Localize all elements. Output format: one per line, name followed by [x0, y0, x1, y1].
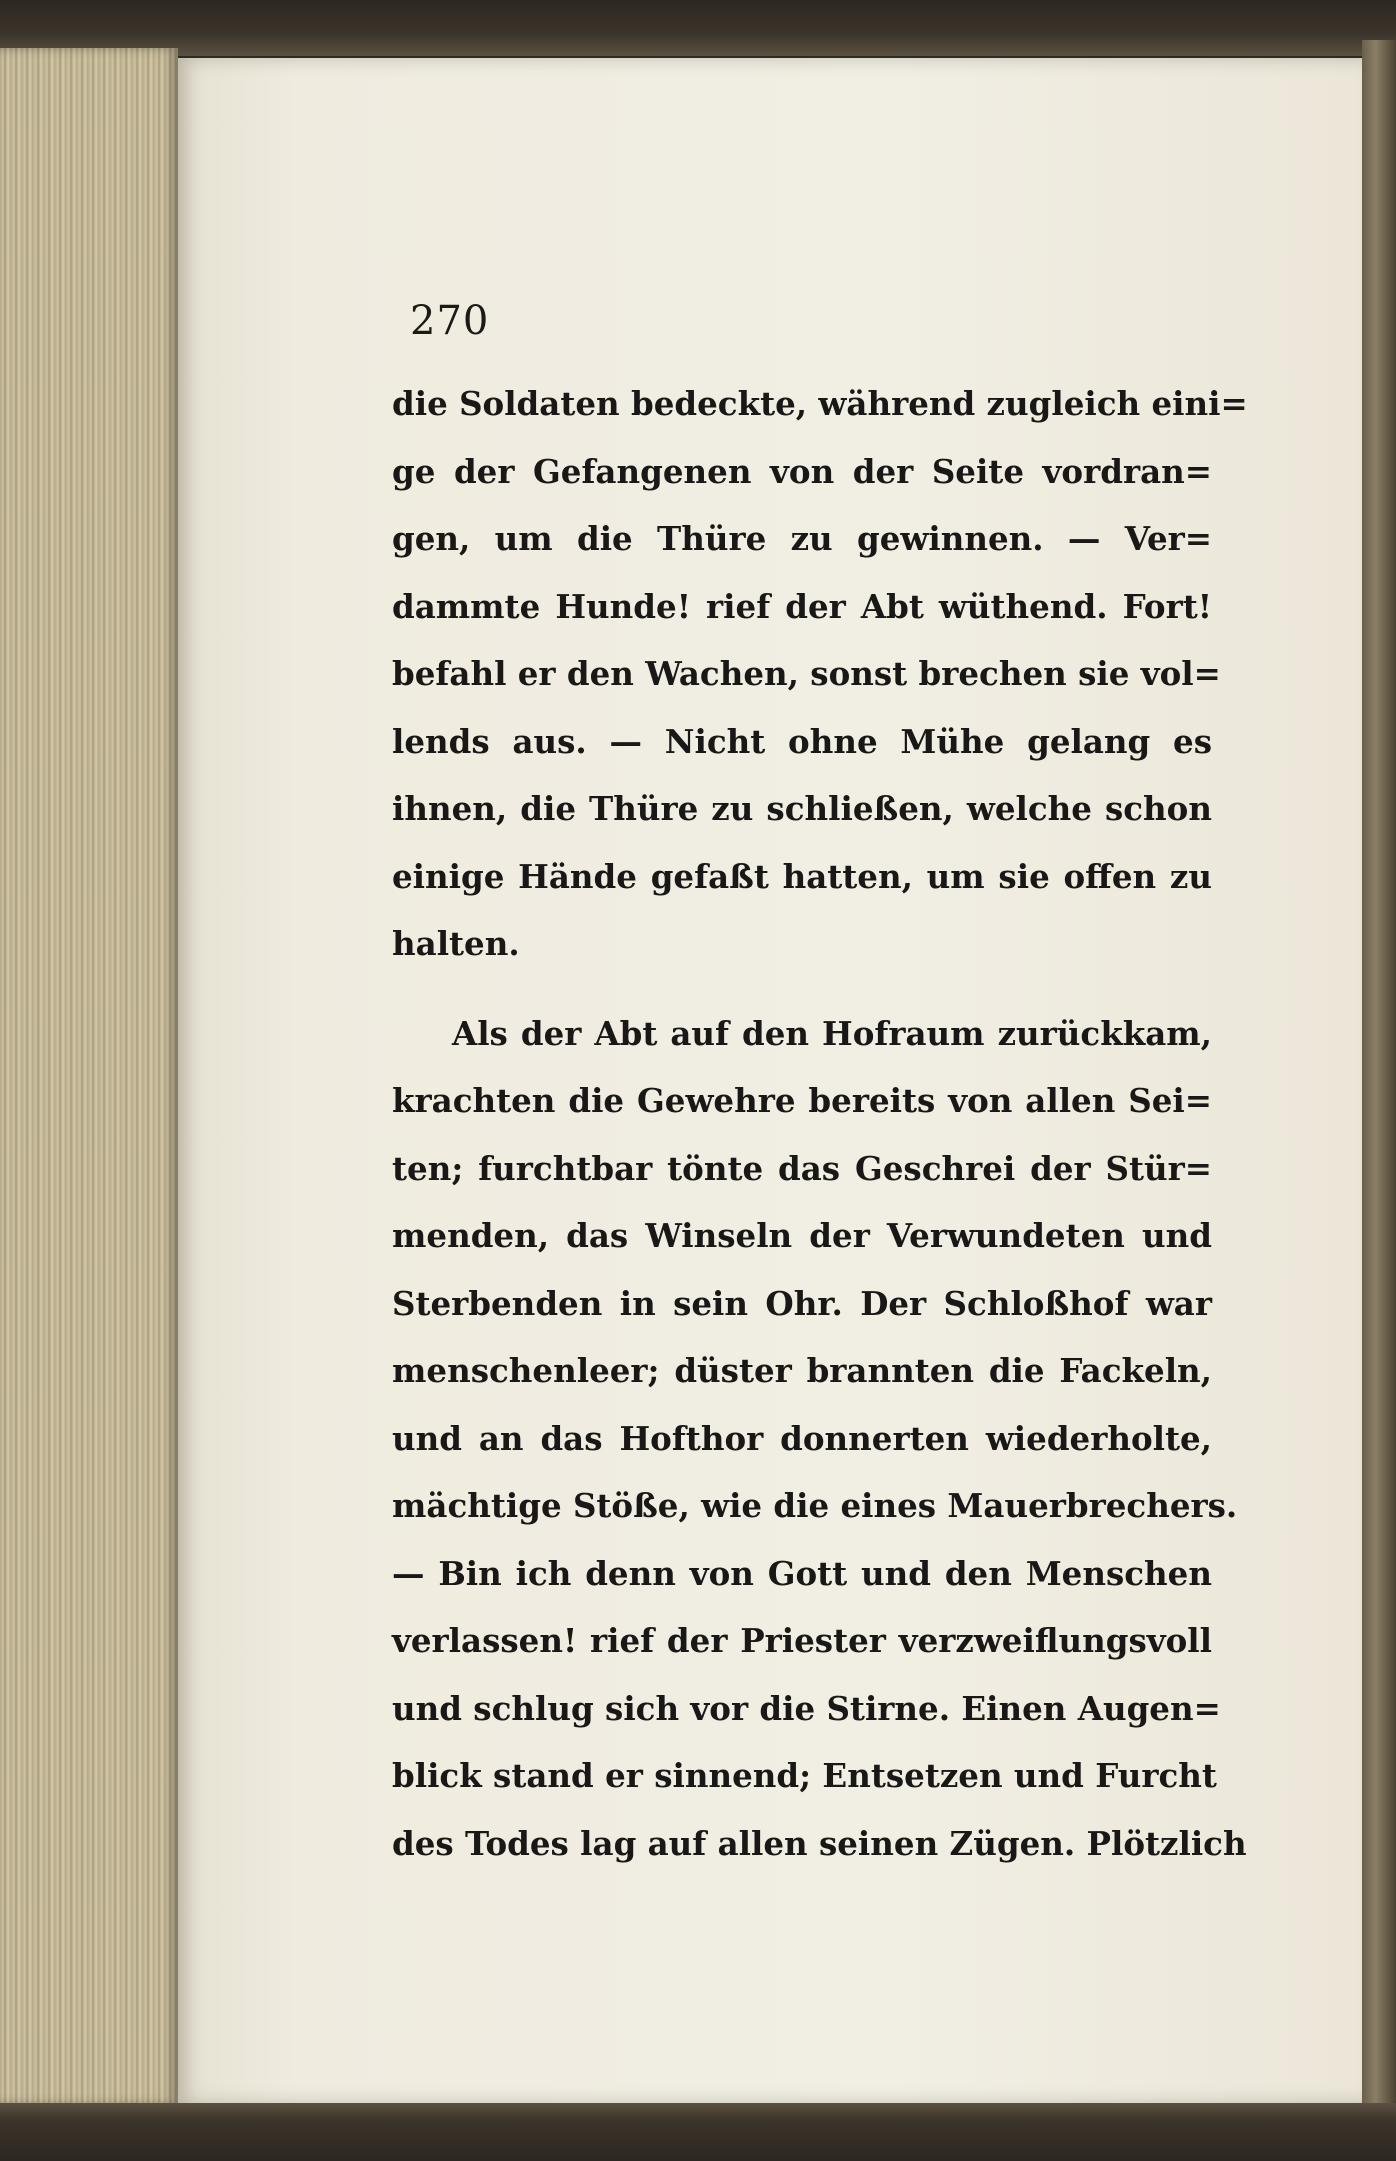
text-line: gen, um die Thüre zu gewinnen. — Ver=	[392, 519, 1212, 558]
body-text	[392, 370, 1248, 1877]
text-line: lends aus. — Nicht ohne Mühe gelang es	[392, 721, 1212, 761]
text-line: des Todes lag auf allen seinen Zügen. Plötzlich	[392, 1823, 1247, 1863]
text-line: befahl er den Wachen, sonst brechen sie vol=	[392, 654, 1221, 693]
text-line: ihnen, die Thüre zu schließen, welche schon	[392, 789, 1212, 828]
text-line: und schlug sich vor die Stirne. Einen Augen=	[392, 1688, 1221, 1728]
text-line: menschenleer; düster brannten die Fackeln,	[392, 1351, 1212, 1390]
page-number: 270	[410, 298, 490, 344]
text-line: Sterbenden in sein Ohr. Der Schloßhof war	[392, 1283, 1212, 1323]
text-line: — Bin ich denn von Gott und den Menschen	[392, 1553, 1212, 1593]
text-line: ge der Gefangenen von der Seite vordran=	[392, 451, 1212, 491]
text-line: verlassen! rief der Priester verzweiflungsvoll	[392, 1621, 1212, 1660]
text-line: menden, das Winseln der Verwundeten und	[392, 1216, 1212, 1255]
text-line: halten.	[392, 924, 520, 963]
text-line: dammte Hunde! rief der Abt wüthend. Fort!	[392, 586, 1212, 626]
bottom-edge	[0, 2103, 1396, 2161]
text-line: ten; furchtbar tönte das Geschrei der Stür=	[392, 1148, 1212, 1188]
paragraph	[392, 1000, 1247, 1878]
cover-edge	[1362, 40, 1396, 2120]
page-stack-edge	[0, 48, 178, 2104]
top-edge	[0, 0, 1396, 56]
text-line: krachten die Gewehre bereits von allen Sei=	[392, 1081, 1212, 1120]
text-line: mächtige Stöße, wie die eines Mauerbrechers.	[392, 1486, 1238, 1525]
text-line: blick stand er sinnend; Entsetzen und Furcht	[392, 1756, 1217, 1795]
paragraph-gap	[392, 978, 1212, 1000]
text-line: einige Hände gefaßt hatten, um sie offen zu	[392, 856, 1212, 896]
text-line: und an das Hofthor donnerten wiederholte,	[392, 1418, 1212, 1458]
paragraph	[392, 370, 1248, 978]
text-line: die Soldaten bedeckte, während zugleich eini=	[392, 384, 1248, 423]
text-line: Als der Abt auf den Hofraum zurückkam,	[452, 1013, 1212, 1053]
